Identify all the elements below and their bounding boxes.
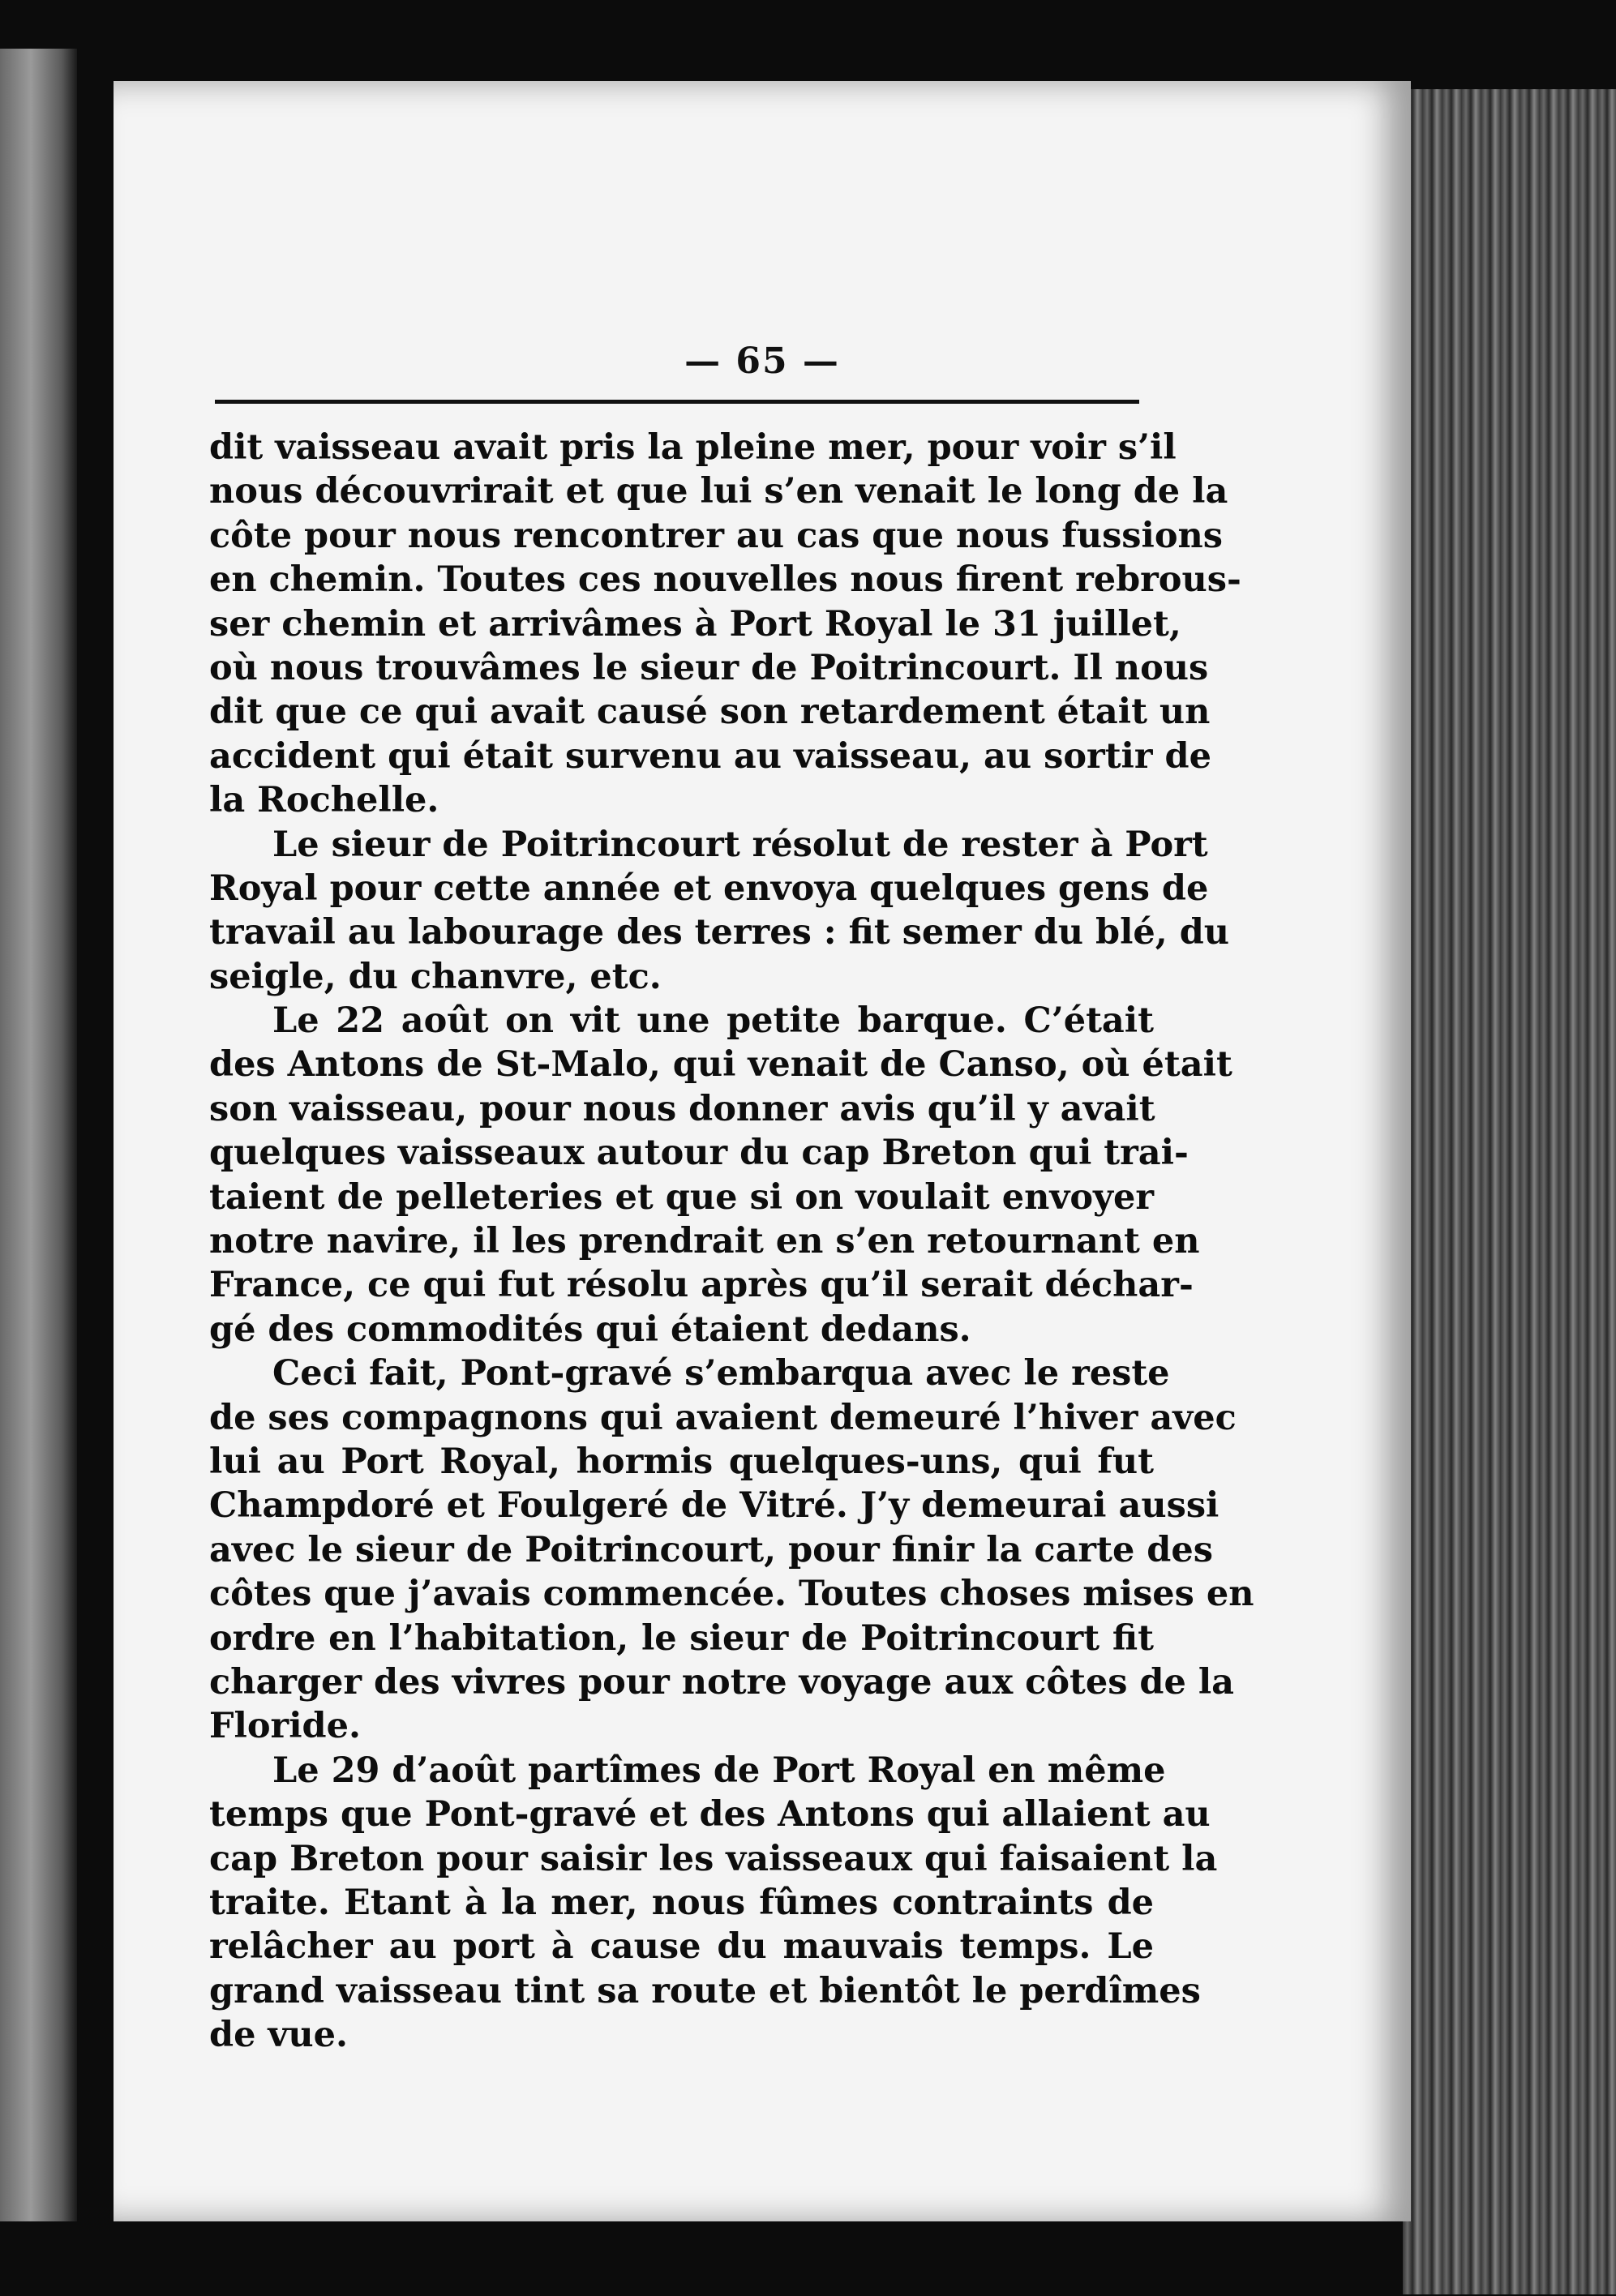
text-line: ordre en l’habitation, le sieur de Poitrincourt fit bbox=[209, 1617, 1154, 1659]
text-line: Le sieur de Poitrincourt résolut de rester à Port bbox=[272, 824, 1208, 865]
text-line: côte pour nous rencontrer au cas que nous fussions bbox=[209, 515, 1224, 556]
paragraph bbox=[209, 1351, 1254, 1749]
text-line: Champdoré et Foulgeré de Vitré. J’y demeurai aussi bbox=[209, 1485, 1220, 1527]
paragraph bbox=[209, 1749, 1218, 2058]
header-rule bbox=[215, 400, 1139, 404]
paragraph bbox=[209, 823, 1230, 1000]
paragraph bbox=[209, 426, 1241, 823]
text-line: côtes que j’avais commencée. Toutes choses mises en bbox=[209, 1574, 1254, 1615]
text-line: travail au labourage des terres : fit semer du blé, du bbox=[209, 912, 1230, 953]
text-line: Ceci fait, Pont-gravé s’embarqua avec le reste bbox=[272, 1353, 1170, 1394]
text-line: dit vaisseau avait pris la pleine mer, pour voir s’il bbox=[209, 427, 1177, 468]
text-line: où nous trouvâmes le sieur de Poitrincourt. Il nous bbox=[209, 647, 1209, 688]
book-binding-edge bbox=[1403, 89, 1616, 2294]
text-line: nous découvrirait et que lui s’en venait le long de la bbox=[209, 471, 1228, 512]
text-line: seigle, du chanvre, etc. bbox=[209, 956, 662, 997]
text-line: dit que ce qui avait causé son retardement était un bbox=[209, 692, 1211, 733]
text-line: quelques vaisseaux autour du cap Breton qui trai- bbox=[209, 1133, 1189, 1174]
text-line: avec le sieur de Poitrincourt, pour finir la carte des bbox=[209, 1529, 1213, 1570]
text-line: grand vaisseau tint sa route et bientôt le perdîmes bbox=[209, 1970, 1201, 2011]
page-number: — 65 — bbox=[684, 341, 840, 382]
text-line: notre navire, il les prendrait en s’en retournant en bbox=[209, 1221, 1200, 1262]
text-line: Le 22 août on vit une petite barque. C’était bbox=[272, 1000, 1154, 1042]
book-page bbox=[114, 81, 1411, 2221]
text-line: de ses compagnons qui avaient demeuré l’hiver avec bbox=[209, 1397, 1237, 1438]
text-line: en chemin. Toutes ces nouvelles nous firent rebrous- bbox=[209, 559, 1241, 601]
text-line: de vue. bbox=[209, 2015, 348, 2056]
text-line: temps que Pont-gravé et des Antons qui allaient au bbox=[209, 1794, 1211, 1836]
text-line: gé des commodités qui étaient dedans. bbox=[209, 1309, 971, 1350]
paragraph bbox=[209, 999, 1232, 1351]
text-line: Floride. bbox=[209, 1706, 361, 1747]
text-line: relâcher au port à cause du mauvais temps. Le bbox=[209, 1926, 1154, 1968]
text-line: accident qui était survenu au vaisseau, au sortir de bbox=[209, 735, 1211, 777]
text-line: la Rochelle. bbox=[209, 780, 439, 821]
text-line: traite. Etant à la mer, nous fûmes contraints de bbox=[209, 1882, 1154, 1923]
text-line: charger des vivres pour notre voyage aux côtes de la bbox=[209, 1661, 1235, 1703]
text-line: lui au Port Royal, hormis quelques-uns, qui fut bbox=[209, 1441, 1154, 1482]
text-line: Le 29 d’août partîmes de Port Royal en même bbox=[272, 1750, 1166, 1791]
page-body-text bbox=[209, 426, 1254, 2057]
text-line: France, ce qui fut résolu après qu’il serait déchar- bbox=[209, 1265, 1194, 1306]
text-line: des Antons de St-Malo, qui venait de Canso, où était bbox=[209, 1044, 1232, 1086]
text-line: Royal pour cette année et envoya quelques gens de bbox=[209, 867, 1209, 909]
text-line: taient de pelleteries et que si on voulait envoyer bbox=[209, 1176, 1154, 1218]
previous-page-edge bbox=[0, 49, 77, 2221]
text-line: son vaisseau, pour nous donner avis qu’il y avait bbox=[209, 1088, 1155, 1129]
text-line: cap Breton pour saisir les vaisseaux qui faisaient la bbox=[209, 1838, 1218, 1879]
text-line: ser chemin et arrivâmes à Port Royal le 31 juillet, bbox=[209, 603, 1181, 645]
